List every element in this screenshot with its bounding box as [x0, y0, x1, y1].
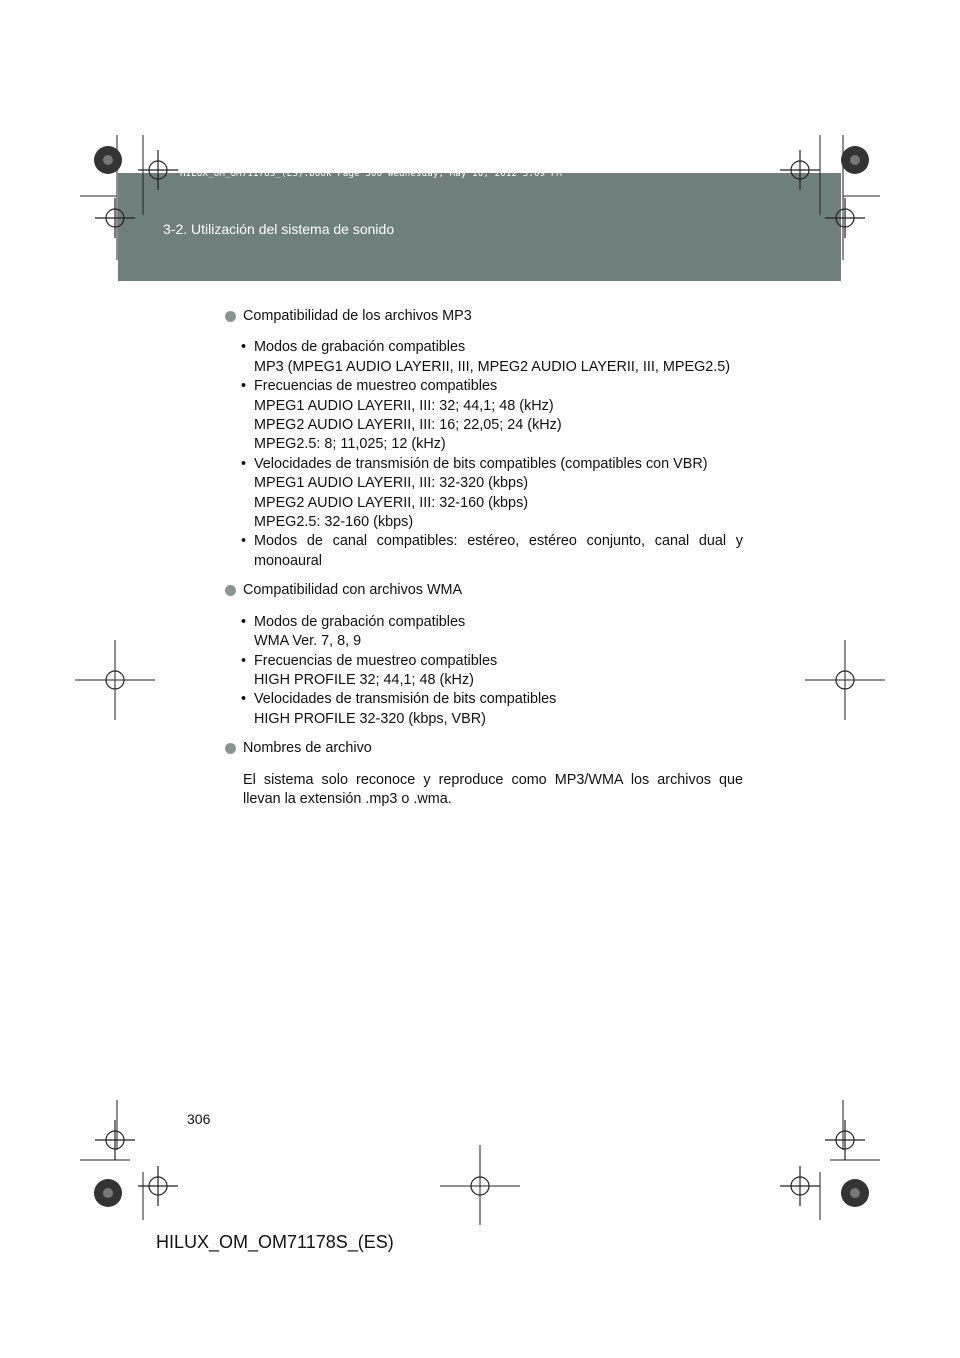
bullet-dot-icon	[225, 311, 236, 322]
body-paragraph: El sistema solo reconoce y reproduce como MP3/WMA los archivos que llevan la extensión .mp3 o .wma.	[243, 771, 743, 807]
main-content	[223, 307, 743, 809]
bullet-dot-icon	[225, 743, 236, 754]
spec-list	[223, 613, 743, 729]
bullet-dot-icon	[225, 585, 236, 596]
print-stamp: HILUX_OM_OM71178S_(ES).book Page 306 Wednesday, May 16, 2012 3:09 PM	[180, 169, 563, 179]
section-title: 3-2. Utilización del sistema de sonido	[163, 221, 395, 237]
spec-list	[223, 338, 743, 571]
page-number: 306	[187, 1111, 211, 1127]
section-heading: Nombres de archivo	[223, 739, 743, 758]
list-item: • Modos de canal compatibles: estéreo, estéreo conjunto, canal dual y monoaural	[241, 533, 743, 569]
list-item: • Velocidades de transmisión de bits compatibles (compatibles con VBR) MPEG1 AUDIO LAYERII, III: 32-320 (kbps) MPEG2 AUDIO LAYERII, III: 32-160 (kbps) MPEG2.5: 32-160 (kbps)	[241, 455, 708, 531]
document-code: HILUX_OM_OM71178S_(ES)	[156, 1232, 394, 1252]
list-item: • Modos de grabación compatibles WMA Ver. 7, 8, 9	[241, 613, 466, 650]
list-item: • Velocidades de transmisión de bits compatibles HIGH PROFILE 32-320 (kbps, VBR)	[241, 691, 557, 727]
list-item: • Modos de grabación compatibles MP3 (MPEG1 AUDIO LAYERII, III, MPEG2 AUDIO LAYERII, III, MPEG2.5)	[241, 339, 731, 375]
list-item: • Frecuencias de muestreo compatibles MPEG1 AUDIO LAYERII, III: 32; 44,1; 48 (kHz) MPEG2 AUDIO LAYERII, III: 16; 22,05; 24 (kHz) MPEG2.5: 8; 11,025; 12 (kHz)	[241, 378, 562, 453]
section-heading: Compatibilidad con archivos WMA	[223, 581, 743, 600]
section-heading: Compatibilidad de los archivos MP3	[223, 307, 743, 326]
list-item: • Frecuencias de muestreo compatibles HIGH PROFILE 32; 44,1; 48 (kHz)	[241, 652, 498, 688]
